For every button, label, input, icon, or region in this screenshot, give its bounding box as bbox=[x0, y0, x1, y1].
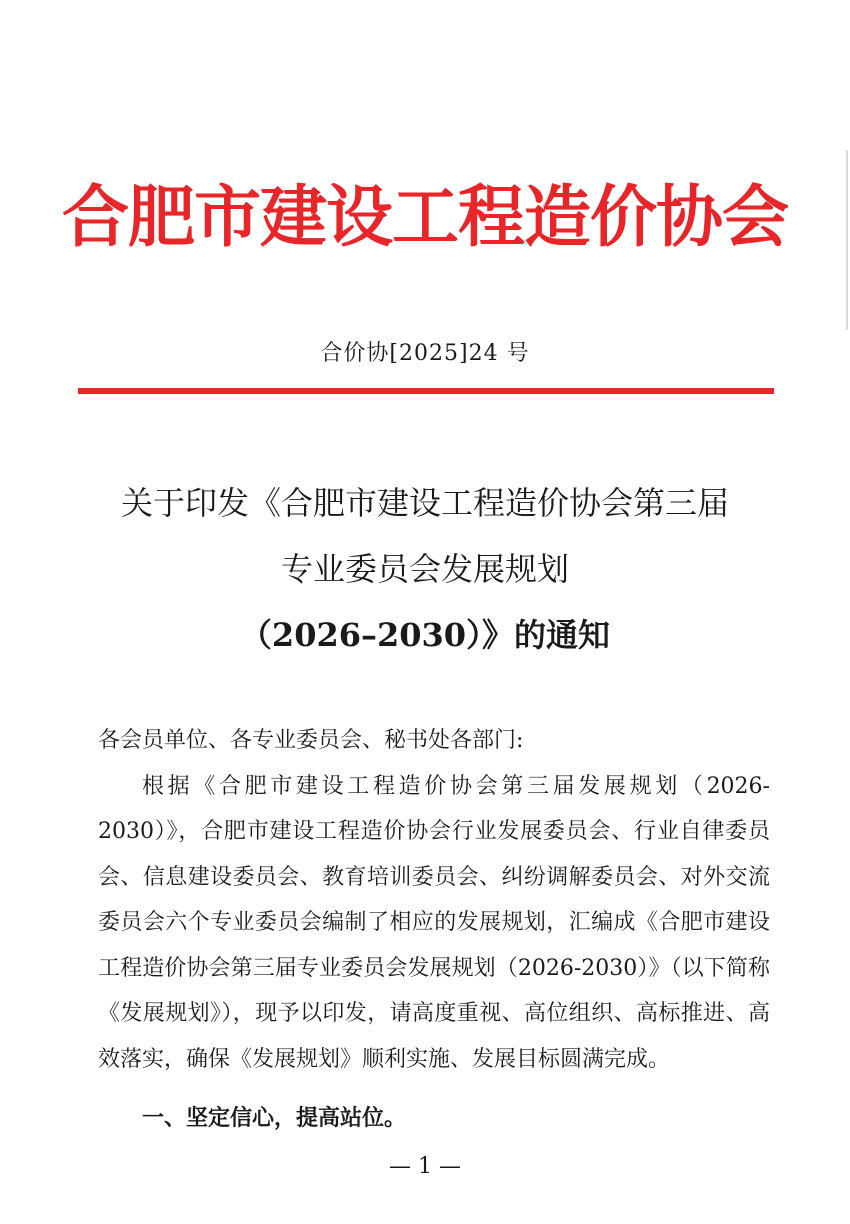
document-title bbox=[0, 470, 850, 668]
title-line-3: （2026–2030）》的通知 bbox=[239, 616, 611, 654]
salutation: 各会员单位、各专业委员会、秘书处各部门: bbox=[98, 728, 524, 753]
page-number: — 1 — bbox=[389, 1154, 461, 1179]
red-divider-line bbox=[78, 388, 774, 394]
title-line-2: 专业委员会发展规划 bbox=[280, 550, 569, 588]
document-body bbox=[98, 718, 770, 1082]
document-number: 合价协[2025]24 号 bbox=[320, 341, 530, 366]
organization-masthead: 合肥市建设工程造价协会 bbox=[62, 178, 788, 256]
body-paragraph-1: 根据《合肥市建设工程造价协会第三届发展规划（2026-2030）》，合肥市建设工程造价协会行业发展委员会、行业自律委员会、信息建设委员会、教育培训委员会、纠纷调解委员会、对外交流委员会六个专业委员会编制了相应的发展规划，汇编成《合肥市建设工程造价协会第三届专业委员会发展规划（2026-2030）》（以下简称《发展规划》），现予以印发，请高度重视、高位组织、高标推进、高效落实，确保《发展规划》顺利实施、发展目标圆满完成。 bbox=[98, 773, 770, 1072]
title-line-1: 关于印发《合肥市建设工程造价协会第三届 bbox=[120, 484, 729, 522]
section-heading-1: 一、坚定信心，提高站位。 bbox=[142, 1106, 407, 1131]
